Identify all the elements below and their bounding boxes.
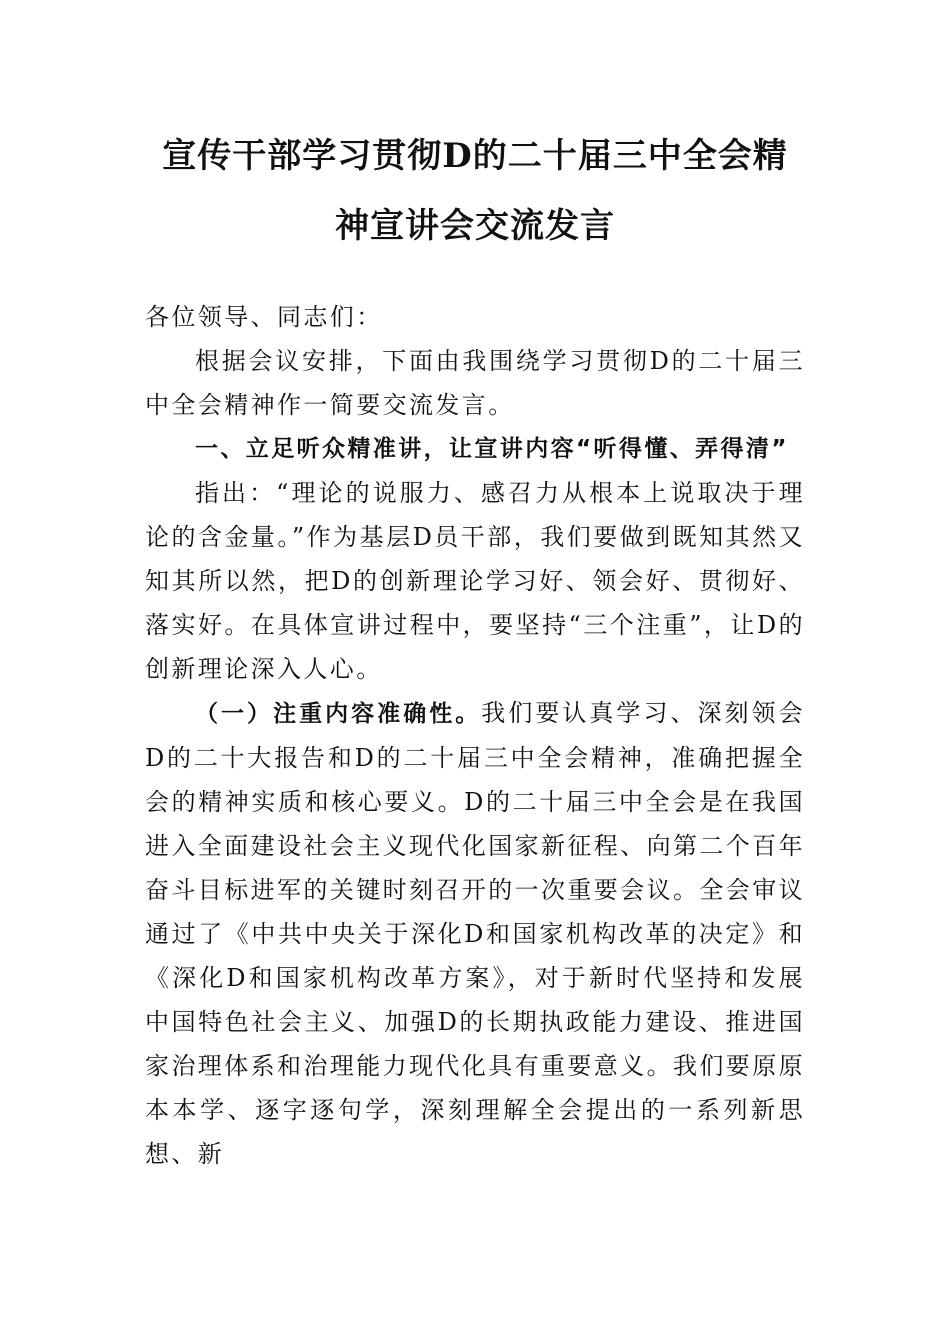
section-1-paragraph: 指出：“理论的说服力、感召力从根本上说取决于理论的含金量。”作为基层D员干部，我们要做到既知其然又知其所以然，把D的创新理论学习好、领会好、贯彻好、落实好。在具体宣讲过程中，要坚持“三个注重”，让D的创新理论深入人心。 xyxy=(145,479,805,683)
subsection-1-paragraph xyxy=(145,691,805,1176)
intro-paragraph: 根据会议安排，下面由我围绕学习贯彻D的二十届三中全会精神作一简要交流发言。 xyxy=(145,347,805,419)
document-title-line-1: 宣传干部学习贯彻D的二十届三中全会精 xyxy=(162,136,788,176)
subsection-1-text: 我们要认真学习、深刻领会D的二十大报告和D的二十届三中全会精神，准确把握全会的精神实质和核心要义。D的二十届三中全会是在我国进入全面建设社会主义现代化国家新征程、向第二个百年奋斗目标进军的关键时刻召开的一次重要会议。全会审议通过了《中共中央关于深化D和国家机构改革的决定》和《深化D和国家机构改革方案》，对于新时代坚持和发展中国特色社会主义、加强D的长期执政能力建设、推进国家治理体系和治理能力现代化具有重要意义。我们要原原本本学、逐字逐句学，深刻理解全会提出的一系列新思想、新 xyxy=(145,699,805,1168)
subsection-1-lead: （一）注重内容准确性。 xyxy=(195,701,482,727)
salutation: 各位领导、同志们： xyxy=(145,303,383,331)
section-1-heading: 一、立足听众精准讲，让宣讲内容“听得懂、弄得清” xyxy=(195,436,789,462)
document-title-line-2: 神宣讲会交流发言 xyxy=(335,206,615,246)
document-body xyxy=(145,295,805,1176)
